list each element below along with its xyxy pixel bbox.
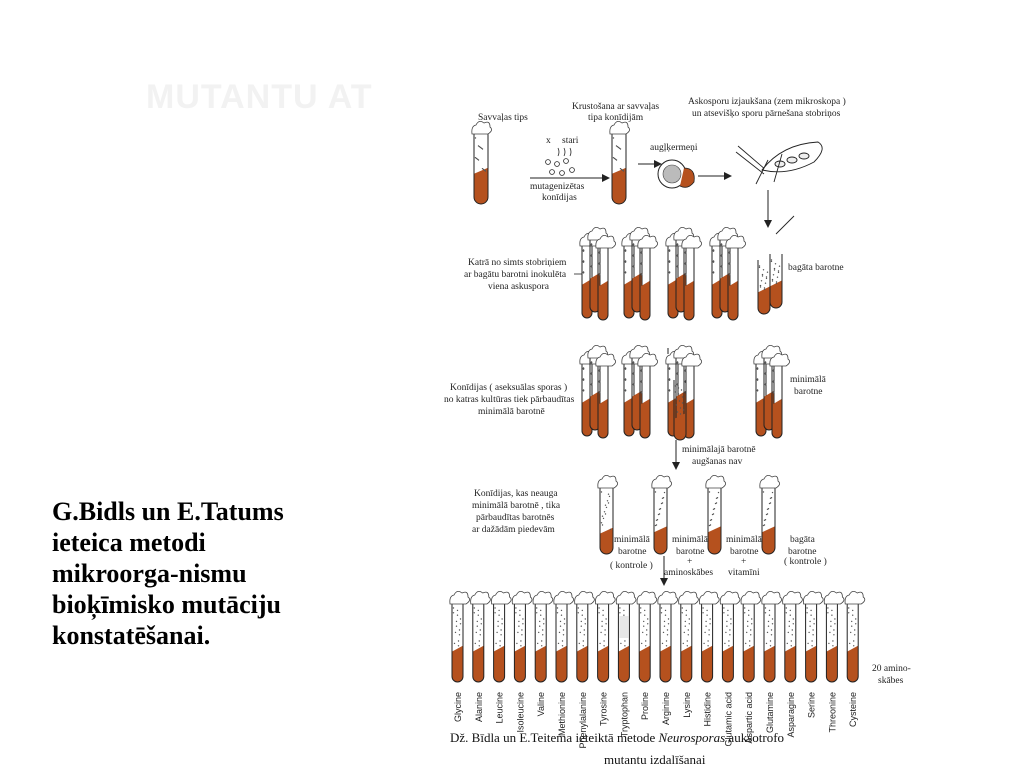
label-minimal-1: minimālā bbox=[790, 375, 826, 385]
label-amino20-2: skābes bbox=[878, 676, 904, 686]
main-text-line: ieteica metodi bbox=[52, 528, 206, 557]
amino-acid-label: Leucine bbox=[494, 692, 505, 724]
rich-medium-tube bbox=[758, 260, 770, 314]
label-crossing-2: tipa konīdijām bbox=[588, 113, 644, 123]
amino-acid-label: Histidine bbox=[702, 692, 713, 727]
label-t1-c: ( kontrole ) bbox=[610, 561, 653, 571]
label-t2-d: aminoskābes bbox=[664, 568, 714, 578]
crossed-tube bbox=[610, 121, 630, 204]
amino-acid-label: Proline bbox=[640, 692, 651, 721]
caption-suffix: auksotrofo bbox=[728, 730, 785, 745]
rich-medium-tube bbox=[770, 254, 782, 308]
main-text-line: bioķīmisko mutāciju bbox=[52, 590, 281, 619]
diagram-caption-line2: mutantu izdalīšanai bbox=[604, 752, 706, 766]
label-no-growth-2: augšanas nav bbox=[692, 457, 743, 467]
amino-acid-label: Valine bbox=[536, 692, 547, 717]
amino-acid-tube bbox=[595, 591, 615, 682]
amino-acid-tube bbox=[783, 591, 803, 682]
amino-acid-tube bbox=[471, 591, 491, 682]
amino-acid-label: Phenylalanine bbox=[577, 692, 588, 749]
neurospora-method-diagram bbox=[438, 90, 938, 766]
amino-acid-tube bbox=[845, 591, 865, 682]
amino-acid-label: Tyrosine bbox=[598, 692, 609, 727]
label-minimal-2: barotne bbox=[794, 387, 823, 397]
label-fail-1: Konīdijas, kas neauga bbox=[474, 489, 558, 499]
label-wild-type: Savvaļas tips bbox=[478, 113, 528, 123]
diagram-caption-line1 bbox=[450, 730, 784, 745]
amino-acid-label: Isoleucine bbox=[515, 692, 526, 733]
ascus-dissection-icon bbox=[736, 142, 822, 184]
amino-acid-label: Alanine bbox=[473, 692, 484, 723]
label-conidia-1: Konīdijas ( aseksuālas sporas ) bbox=[450, 383, 568, 393]
amino-acid-label: Glycine bbox=[453, 692, 463, 723]
amino-acid-tube bbox=[762, 591, 782, 682]
amino-acid-tube bbox=[720, 591, 740, 682]
label-conidia-2: no katras kultūras tiek pārbaudītas bbox=[444, 395, 575, 405]
amino-acid-label: Glutamine bbox=[765, 692, 775, 734]
label-mutagenized-1: mutagenizētas bbox=[530, 182, 585, 192]
ray-lines bbox=[558, 148, 571, 156]
label-t3-d: vitamīni bbox=[728, 568, 760, 578]
label-amino20-1: 20 amino- bbox=[872, 664, 911, 674]
label-t2-a: minimālā bbox=[672, 535, 708, 545]
label-x-rays: stari bbox=[562, 136, 579, 146]
label-t4-a: bagāta bbox=[790, 535, 815, 545]
label-mutagenized-2: konīdijas bbox=[542, 193, 577, 203]
amino-acid-label: Glutamic acid bbox=[723, 692, 734, 747]
amino-acid-label: Arginine bbox=[661, 692, 671, 726]
amino-acid-label: Threonine bbox=[827, 692, 838, 733]
label-t3-a: minimālā bbox=[726, 535, 762, 545]
amino-acid-tube bbox=[512, 591, 532, 682]
main-text-line: mikroorga-nismu bbox=[52, 559, 247, 588]
label-t1-b: barotne bbox=[618, 547, 647, 557]
main-text-line: konstatēšanai. bbox=[52, 621, 211, 650]
caption-italic: Neurosporas bbox=[658, 730, 726, 745]
label-no-growth-1: minimālajā barotnē bbox=[682, 445, 756, 455]
supplement-test-tube bbox=[706, 475, 726, 554]
amino-acid-tube bbox=[824, 591, 844, 682]
amino-acid-tube bbox=[450, 591, 470, 682]
amino-acid-tube bbox=[658, 591, 678, 682]
amino-acid-tube bbox=[491, 591, 511, 682]
wild-type-tube bbox=[472, 121, 492, 204]
amino-acid-label: Cysteine bbox=[848, 692, 859, 728]
growth-region bbox=[619, 616, 628, 638]
label-ascospore-2: un atsevišķo sporu pārnešana stobriņos bbox=[692, 109, 841, 119]
main-description bbox=[52, 496, 382, 651]
main-text-line: G.Bidls un E.Tatums bbox=[52, 497, 284, 526]
label-fail-4: ar dažādām piedevām bbox=[472, 525, 555, 535]
label-t3-c: + bbox=[741, 557, 747, 567]
amino-acid-label: Methionine bbox=[557, 692, 567, 737]
amino-acid-tube bbox=[741, 591, 761, 682]
fruiting-body-icon bbox=[658, 160, 694, 188]
label-t1-a: minimālā bbox=[614, 535, 650, 545]
label-conidia-3: minimālā barotnē bbox=[478, 407, 545, 417]
amino-acid-tube bbox=[533, 591, 553, 682]
supplement-test-tube bbox=[652, 475, 672, 554]
label-fail-3: pārbaudītas barotnēs bbox=[476, 513, 555, 523]
amino-acid-tube bbox=[679, 591, 699, 682]
label-t3-b: barotne bbox=[730, 547, 759, 557]
label-t4-b: barotne bbox=[788, 547, 817, 557]
x-mark: x bbox=[546, 136, 551, 146]
amino-acid-label: Tryptophan bbox=[619, 692, 630, 738]
amino-acid-tube bbox=[699, 591, 719, 682]
caption-prefix: Dž. Bīdla un E.Teitema ieteiktā metode bbox=[450, 730, 656, 745]
amino-acid-tube bbox=[637, 591, 657, 682]
mutagen-dots bbox=[546, 159, 575, 176]
slide-title-watermark: MUTANTU AT bbox=[146, 78, 373, 116]
amino-acid-tube bbox=[803, 591, 823, 682]
amino-acid-label: Asparagine bbox=[785, 692, 796, 738]
label-fail-2: minimālā barotnē , tika bbox=[472, 501, 561, 511]
amino-acid-label: Aspartic acid bbox=[744, 692, 755, 744]
label-t4-c: ( kontrole ) bbox=[784, 557, 827, 567]
label-each-tube-1: Katrā no simts stobriņiem bbox=[468, 258, 567, 268]
supplement-test-tube bbox=[760, 475, 780, 554]
label-rich-medium: bagāta barotne bbox=[788, 263, 844, 273]
amino-acid-label: Serine bbox=[806, 692, 817, 719]
amino-acid-tube bbox=[554, 591, 574, 682]
label-each-tube-3: viena askuspora bbox=[488, 282, 549, 292]
label-t2-c: + bbox=[687, 557, 693, 567]
needle-icon bbox=[776, 216, 794, 234]
amino-acid-tube bbox=[575, 591, 595, 682]
label-t2-b: barotne bbox=[676, 547, 705, 557]
amino-acid-label: Lysine bbox=[681, 692, 692, 718]
label-each-tube-2: ar bagātu barotni inokulēta bbox=[464, 270, 567, 280]
label-ascospore-1: Askosporu izjaukšana (zem mikroskopa ) bbox=[688, 97, 846, 107]
label-crossing-1: Krustošana ar savvaļas bbox=[572, 102, 660, 112]
label-fruiting-bodies: augļķermeņi bbox=[650, 143, 698, 153]
